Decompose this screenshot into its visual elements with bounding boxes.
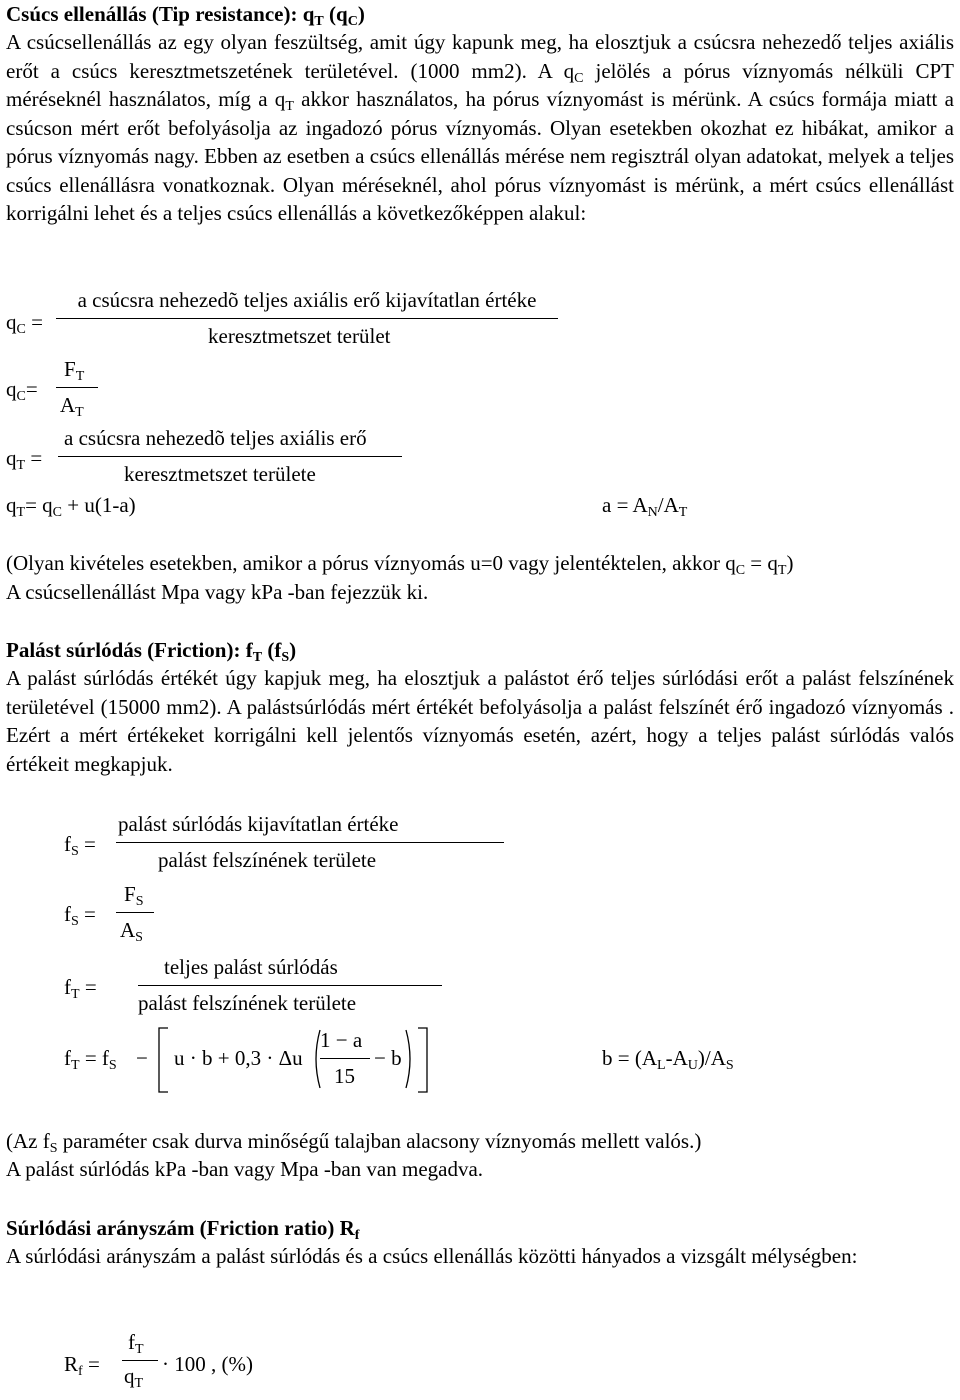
title-sub: T: [314, 14, 324, 29]
eq-lhs: q: [6, 377, 17, 401]
title-text: ): [357, 2, 365, 26]
para-text: akkor használatos, ha pórus víznyomást is mérünk. A csúcs formája miatt a csúcson mért erőt befolyásolja az ingadozó pórus víznyomás. Olyan esetekben okozhat ez hibákat, amikor a pórus víznyomás nagy. Ebben az esetben a csúcs ellenállás mérése nem regisztrál olyan adatokat, melyek a teljes csúcs ellenállásra vonatkoznak. Olyan méréseknél, ahol pórus víznyomást is mérünk, a mért csúcs ellenállást korrigálni lehet és a teljes csúcs ellenállás a következőképpen alakul:: [6, 87, 955, 225]
equation-ft-correction: $f_T = f_S$ − u · b + 0,3 · Δu 1 − a 15 − b: [64, 1026, 464, 1096]
paragraph-friction: A palást súrlódás értékét úgy kapjuk meg, ha elosztjuk a palástot érő teljes súrlódási erőt a palást felszínének területével (15000 mm2). A palástsúrlódás mért értékét befolyásolja a palást felszínét érő ingadozó víznyomás . Ezért a mért értékeket korrigálni kell jelentős víznyomás esetén, azért, hogy a teljes palást súrlódás valós értékeit megkapjuk.: [6, 666, 954, 776]
bracket-left: [156, 1026, 170, 1094]
equation-b-ratio: $b = (A_L-A_U)/A_S$: [602, 1046, 734, 1073]
fraction-denominator: $A_T$: [60, 393, 84, 420]
para-text: A csúcsellenállás az egy olyan feszültség, amit úgy kapunk meg, ha elosztjuk a csúcsra nehezedő teljes axiális erőt a csúcs keresztmetszetének területével. (1000 mm2). A q: [6, 30, 954, 83]
title-text: (q: [323, 2, 348, 26]
fraction-numerator: teljes palást súrlódás: [164, 955, 338, 979]
fraction-numerator: $f_T$: [128, 1330, 144, 1357]
fraction-bar: [116, 912, 154, 913]
minus-sign: −: [136, 1046, 148, 1070]
paren-right: [404, 1028, 416, 1090]
eq-sub: C: [16, 322, 26, 337]
bracket-right: [416, 1026, 430, 1094]
eq-sign: =: [25, 377, 38, 401]
eq-sign: =: [25, 446, 43, 470]
title-text: Csúcs ellenállás (Tip resistance): q: [6, 2, 315, 26]
fraction-numerator: $F_S$: [124, 882, 144, 909]
section-title-friction: Palást súrlódás (Friction): $f_T$ $(f_S)$: [6, 638, 297, 665]
fraction-numerator: a csúcsra nehezedõ teljes axiális erő: [64, 426, 367, 450]
fraction-bar: [58, 456, 402, 457]
eq-lhs: q: [6, 310, 17, 334]
fraction-denominator: $q_T$: [124, 1364, 144, 1391]
fraction-denominator: palást felszínének területe: [158, 848, 377, 872]
fraction-numerator: a csúcsra nehezedõ teljes axiális erő kijavítatlan értéke: [77, 288, 537, 312]
paragraph-friction-ratio: A súrlódási arányszám a palást súrlódás és a csúcs ellenállás közötti hányados a vizsgált mélységben:: [6, 1244, 858, 1268]
equation-area-ratio: $a = A_N/A_T$: [602, 493, 688, 520]
eq-sub: T: [16, 458, 26, 473]
fraction-numerator: palást súrlódás kijavítatlan értéke: [118, 812, 399, 836]
title-sub: C: [347, 14, 358, 29]
fraction-bar: [56, 387, 98, 388]
note-units: A csúcsellenállást Mpa vagy kPa -ban fejezzük ki.: [6, 580, 429, 604]
eq-lhs: q: [6, 446, 17, 470]
eq-tail: − b: [374, 1046, 402, 1070]
note-fs-validity: (Az $f_S$ paraméter csak durva minőségű talajban alacsony víznyomás mellett valós.): [6, 1129, 702, 1156]
fraction-denominator: palást felszínének területe: [138, 991, 357, 1015]
fraction-denominator: 15: [334, 1064, 355, 1088]
fraction-denominator: keresztmetszet területe: [124, 462, 316, 486]
fraction-bar: [116, 842, 504, 843]
para-sub: C: [574, 70, 584, 86]
section-title-friction-ratio: Súrlódási arányszám (Friction ratio) $R_f$: [6, 1216, 360, 1243]
para-sub: T: [285, 99, 294, 114]
note-friction-units: A palást súrlódás kPa -ban vagy Mpa -ban van megadva.: [6, 1157, 484, 1181]
section-title-tip-resistance: [6, 0, 365, 28]
fraction-bar: [56, 318, 558, 319]
note-exceptional-cases: (Olyan kivételes esetekben, amikor a pórus víznyomás u=0 vagy jelentéktelen, akkor $q_C = q_T$): [6, 551, 794, 578]
fraction-numerator: 1 − a: [320, 1028, 363, 1052]
eq-tail: · 100 , (%): [162, 1352, 253, 1376]
fraction-denominator: keresztmetszet terület: [208, 324, 391, 348]
fraction-bar: [320, 1058, 370, 1059]
fraction-numerator: $F_T$: [64, 357, 85, 384]
fraction-bar: [138, 985, 442, 986]
fraction-bar: [122, 1360, 158, 1361]
fraction-denominator: $A_S$: [120, 918, 143, 945]
equation-qt-correction: $q_T= q_C + u(1-a)$: [6, 493, 136, 520]
eq-sub: C: [16, 389, 26, 404]
eq-body: u · b + 0,3 · Δu: [174, 1046, 303, 1070]
para-text: jelölés a pórus víznyomás nélküli CPT méréseknél használatos, míg a q: [6, 58, 954, 111]
eq-sign: =: [25, 310, 43, 334]
equation-friction-ratio: $R_f$ = $f_T$ $q_T$ · 100 , (%): [64, 1330, 253, 1391]
paragraph-tip-resistance: [6, 28, 954, 228]
